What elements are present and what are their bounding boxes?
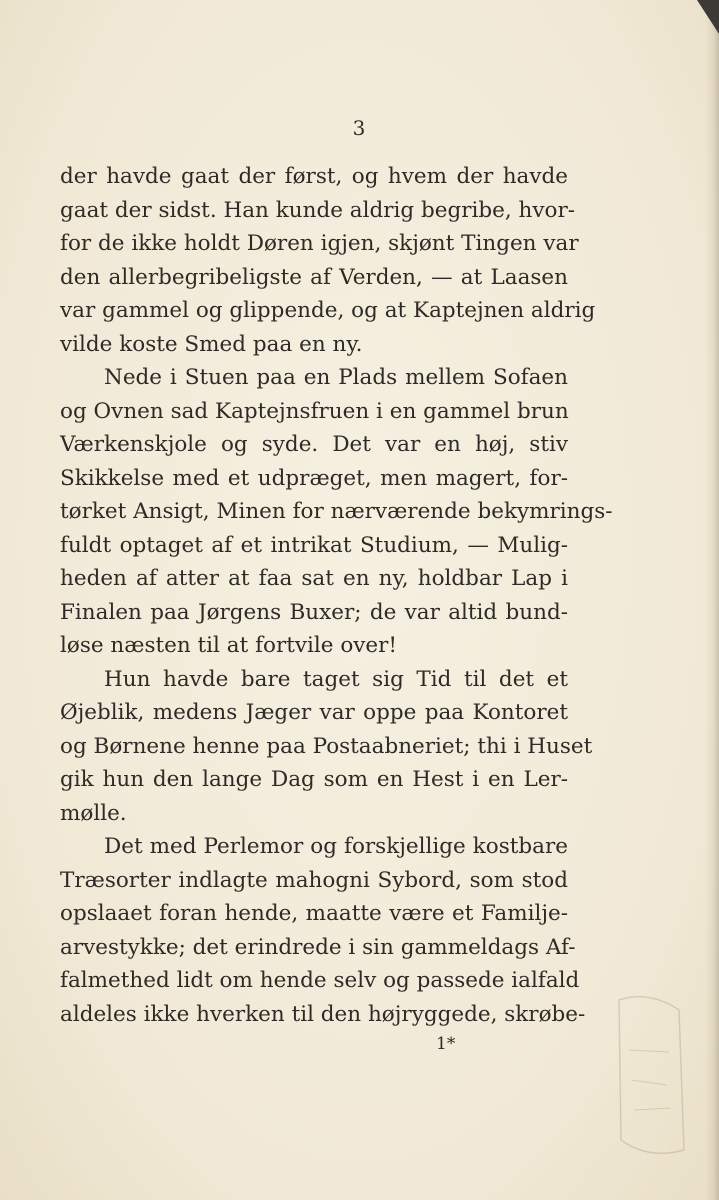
text-line: falmethed lidt om hende selv og passede ialfald [60, 968, 580, 993]
text-line: tørket Ansigt, Minen for nærværende bekymrings- [60, 499, 613, 524]
corner-fold [697, 0, 719, 34]
page-edge-shadow [705, 0, 719, 1200]
text-line: aldeles ikke hverken til den højryggede, skrøbe- [60, 1001, 586, 1027]
margin-stain [609, 990, 689, 1160]
text-line: fuldt optaget af et intrikat Studium, — Mulig- [60, 532, 568, 558]
paragraph [60, 160, 596, 361]
body-text [60, 160, 613, 1031]
text-line: løse næsten til at fortvile over! [60, 633, 398, 658]
paragraph [60, 361, 613, 663]
text-line: og Ovnen sad Kaptejnsfruen i en gammel brun [60, 398, 569, 424]
text-line: gik hun den lange Dag som en Hest i en Ler- [60, 767, 568, 792]
page-number: 3 [352, 116, 367, 140]
text-line: mølle. [60, 800, 127, 826]
text-line: den allerbegribeligste af Verden, — at Laasen [60, 264, 568, 290]
text-line: Træsorter indlagte mahogni Sybord, som stod [60, 867, 568, 893]
text-line: Nede i Stuen paa en Plads mellem Sofaen [104, 365, 568, 390]
paragraph [60, 663, 593, 831]
text-line: gaat der sidst. Han kunde aldrig begribe, hvor- [60, 197, 576, 223]
text-line: opslaaet foran hende, maatte være et Familje- [60, 901, 568, 926]
text-line: vilde koste Smed paa en ny. [60, 331, 363, 357]
signature-mark: 1* [436, 1034, 456, 1054]
text-line: var gammel og glippende, og at Kaptejnen aldrig [60, 298, 596, 323]
text-line: heden af atter at faa sat en ny, holdbar Lap i [60, 566, 568, 591]
text-line: Øjeblik, medens Jæger var oppe paa Kontoret [60, 700, 568, 725]
text-line: og Børnene henne paa Postaabneriet; thi i Huset [60, 733, 593, 759]
text-line: Skikkelse med et udpræget, men magert, for- [60, 465, 568, 491]
text-line: Værkenskjole og syde. Det var en høj, stiv [60, 432, 568, 457]
paragraph [60, 830, 586, 1031]
text-line: Hun havde bare taget sig Tid til det et [104, 666, 568, 692]
text-line: der havde gaat der først, og hvem der havde [60, 164, 568, 189]
text-line: for de ikke holdt Døren igjen, skjønt Tingen var [60, 231, 579, 256]
text-line: Finalen paa Jørgens Buxer; de var altid bund- [60, 599, 568, 625]
text-line: arvestykke; det erindrede i sin gammeldags Af- [60, 934, 576, 960]
text-line: Det med Perlemor og forskjellige kostbare [104, 834, 568, 859]
